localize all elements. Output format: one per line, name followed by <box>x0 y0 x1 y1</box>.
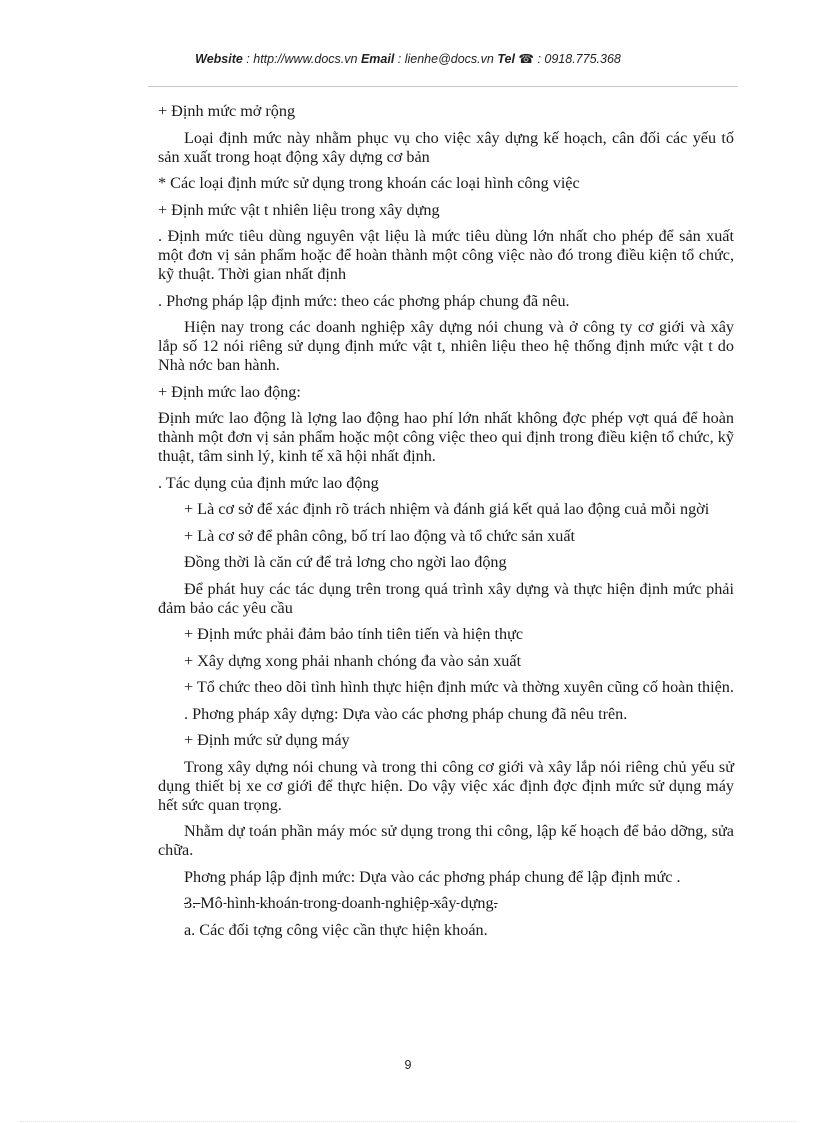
email-value: : lienhe@docs.vn <box>394 52 498 66</box>
body-paragraph: Phơng pháp lập định mức: Dựa vào các phơng pháp chung để lập định mức . <box>184 867 681 886</box>
phone-icon: ☎ <box>518 52 534 66</box>
header-divider <box>148 86 738 87</box>
body-paragraph: Hiện nay trong các doanh nghiệp xây dựng nói chung và ở công ty cơ giới và xây lắp số 12 nói riêng sử dụng định mức vật t, nhiên liệu theo hệ thống định mức vật t do Nhà nớc ban hành. <box>158 318 734 374</box>
bullet-dinh-muc-su-dung-may: + Định mức sử dụng máy <box>184 731 350 749</box>
body-paragraph: Định mức lao động là lợng lao động hao phí lớn nhất không đợc phép vợt quá để hoàn thành một đơn vị sản phẩm hoặc một công việc theo qui định trong điều kiện tổ chức, kỹ thuật, tâm sinh lý, kinh tế xã hội nhất định. <box>158 409 734 465</box>
bullet-paragraph: + Là cơ sở để phân công, bố trí lao động và tổ chức sản xuất <box>184 526 576 545</box>
page-header <box>0 51 816 66</box>
body-paragraph: Nhằm dự toán phần máy móc sử dụng trong thi công, lập kế hoạch để bảo dỡng, sửa chữa. <box>158 822 734 859</box>
body-paragraph: . Tác dụng của định mức lao động <box>158 473 379 492</box>
website-value: : http://www.docs.vn <box>242 52 361 66</box>
tel-value: : 0918.775.368 <box>533 52 621 66</box>
section-heading: 3. Mô hình khoán trong doanh nghiệp xây dựng. <box>184 894 498 912</box>
body-paragraph: Để phát huy các tác dụng trên trong quá trình xây dựng và thực hiện định mức phải đảm bảo các yêu cầu <box>158 579 734 617</box>
page-number: 9 <box>404 1058 412 1072</box>
body-paragraph: . Phơng pháp lập định mức: theo các phơng pháp chung đã nêu. <box>158 291 570 310</box>
page-bottom-border <box>20 1121 796 1122</box>
body-paragraph: Đồng thời là căn cứ để trả lơng cho ngời lao động <box>184 553 507 571</box>
email-label: Email <box>360 52 395 66</box>
bullet-dinh-muc-vat-tu: + Định mức vật t nhiên liệu trong xây dựng <box>158 200 440 219</box>
tel-label: Tel <box>497 52 519 66</box>
bullet-paragraph: + Định mức phải đảm bảo tính tiên tiến và hiện thực <box>184 625 524 643</box>
document-body <box>158 102 734 947</box>
body-paragraph: Loại định mức này nhằm phục vụ cho việc xây dựng kế hoạch, cân đối các yếu tố sản xuất trong hoạt động xây dựng cơ bản <box>158 128 734 166</box>
bullet-paragraph: + Xây dựng xong phải nhanh chóng đa vào sản xuất <box>184 651 522 670</box>
subsection-heading: a. Các đối tợng công việc cần thực hiện khoán. <box>184 920 488 939</box>
bullet-paragraph: + Là cơ sở để xác định rõ trách nhiệm và đánh giá kết quả lao động cuả mỗi ngời <box>184 500 710 518</box>
body-paragraph: . Định mức tiêu dùng nguyên vật liệu là mức tiêu dùng lớn nhất cho phép để sản xuất một đơn vị sản phẩm hoặc để hoàn thành một công việc nào đó trong điều kiện tổ chức, kỹ thuật. Thời gian nhất định <box>158 227 734 283</box>
body-paragraph: Trong xây dựng nói chung và trong thi công cơ giới và xây lắp nói riêng chủ yếu sử dụng thiết bị xe cơ giới để thực hiện. Do vậy việc xác định đợc định mức sử dụng máy hết sức quan trọng. <box>158 757 734 814</box>
bullet-dinh-muc-lao-dong: + Định mức lao động: <box>158 382 301 401</box>
bullet-paragraph: + Tổ chức theo dõi tình hình thực hiện định mức và thờng xuyên cũng cố hoàn thiện. <box>184 678 734 696</box>
bullet-dinh-muc-mo-rong: + Định mức mở rộng <box>158 102 296 120</box>
website-label: Website <box>195 52 243 66</box>
section-note: * Các loại định mức sử dụng trong khoán các loại hình công việc <box>158 174 580 192</box>
body-paragraph: . Phơng pháp xây dựng: Dựa vào các phơng pháp chung đã nêu trên. <box>184 704 628 723</box>
